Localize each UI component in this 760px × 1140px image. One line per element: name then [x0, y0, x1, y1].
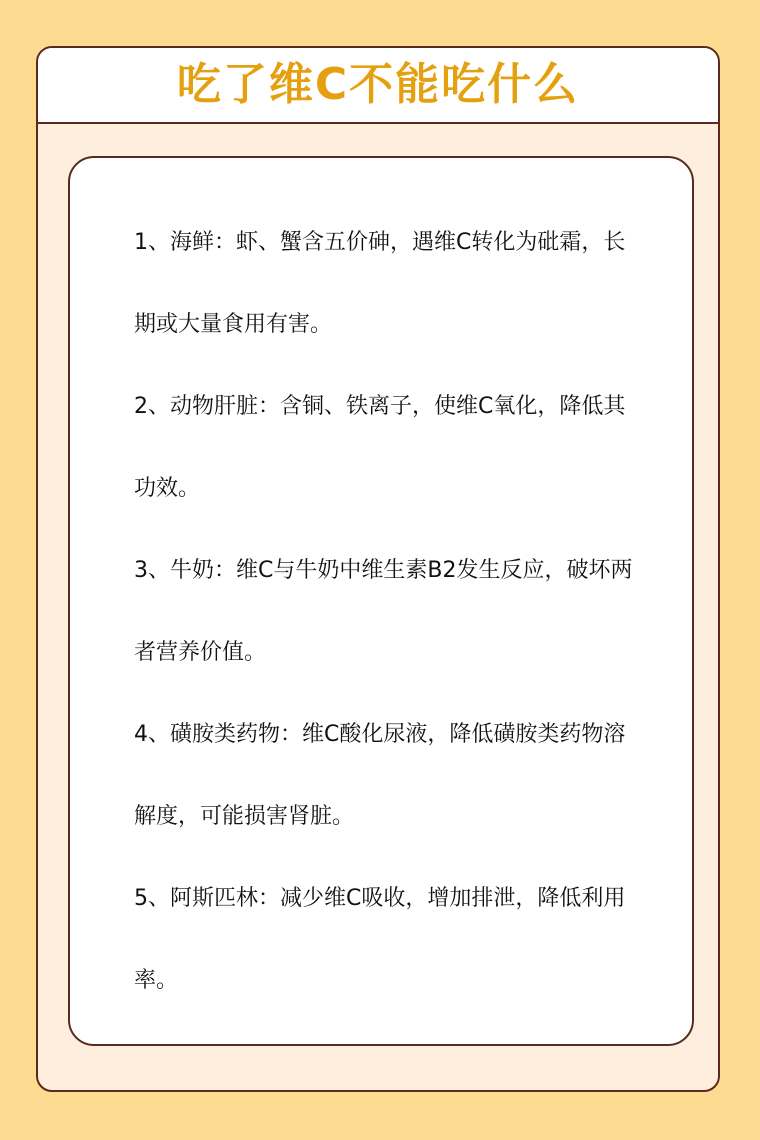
info-card [36, 46, 720, 1092]
list-item-3: 3、牛奶：维C与牛奶中维生素B2发生反应，破坏两者营养价值。 [134, 558, 633, 665]
list-item-1: 1、海鲜：虾、蟹含五价砷，遇维C转化为砒霜，长期或大量食用有害。 [134, 230, 626, 337]
list-item-2: 2、动物肝脏：含铜、铁离子，使维C氧化，降低其功效。 [134, 394, 626, 501]
card-header [38, 48, 718, 124]
page-title: 吃了维C不能吃什么 [176, 59, 580, 110]
list-item-5: 5、阿斯匹林：减少维C吸收，增加排泄，降低利用率。 [134, 886, 626, 993]
list-item-4: 4、磺胺类药物：维C酸化尿液，降低磺胺类药物溶解度，可能损害肾脏。 [134, 722, 626, 829]
content-panel [68, 156, 694, 1046]
item-list [134, 202, 634, 1022]
